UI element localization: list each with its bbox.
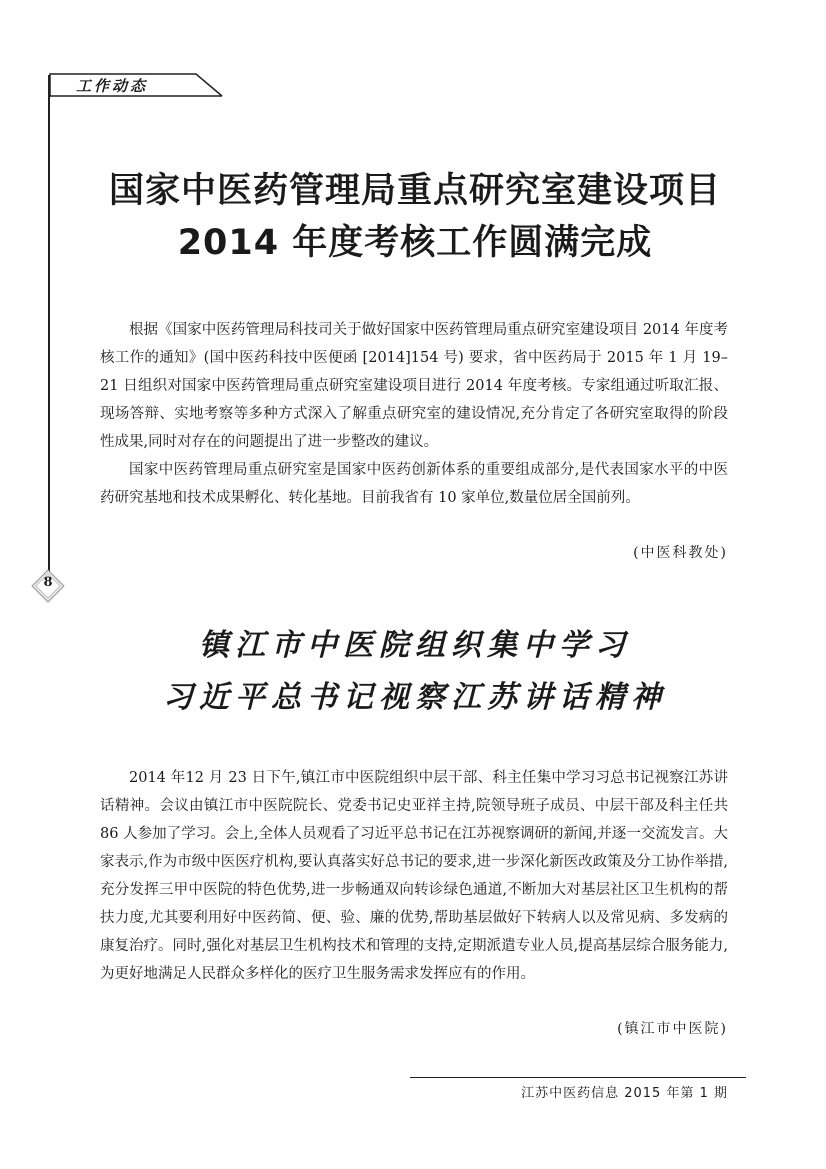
footer-rule: [410, 1077, 746, 1078]
footer-journal-info: 江苏中医药信息 2015 年第 1 期: [521, 1086, 728, 1101]
page-number-badge: [30, 568, 66, 604]
article1-paragraph-1: 根据《国家中医药管理局科技司关于做好国家中医药管理局重点研究室建设项目 2014 年度考核工作的通知》(国中医药科技中医便函 [2014]154 号) 要求，省中医药局于 2015 年 1 月 19–21 日组织对国家中医药管理局重点研究室建设项目进行 2014 年度考核。专家组通过听取汇报、现场答辩、实地考察等多种方式深入了解重点研究室的建设情况,充分肯定了各研究室取得的阶段性成果,同时对存在的问题提出了进一步整改的建议。: [100, 322, 728, 450]
article2-title-line1: 镇江市中医院组织集中学习: [199, 628, 631, 663]
left-margin-rule: [48, 75, 50, 585]
article1-title-line1: 国家中医药管理局重点研究室建设项目: [108, 171, 721, 211]
article1-title-line2: 2014 年度考核工作圆满完成: [177, 223, 653, 263]
section-tab-label: 工作动态: [76, 77, 149, 95]
article2-paragraph-1: 2014 年12 月 23 日下午,镇江市中医院组织中层干部、科主任集中学习习总书记视察江苏讲话精神。会议由镇江市中医院院长、党委书记史亚祥主持,院领导班子成员、中层干部及科主任共 86 人参加了学习。会上,全体人员观看了习近平总书记在江苏视察调研的新闻,并逐一交流发言。大家表示,作为市级中医医疗机构,要认真落实好总书记的要求,进一步深化新医改政策及分工协作举措,充分发挥三甲中医院的特色优势,进一步畅通双向转诊绿色通道,不断加大对基层社区卫生机构的帮扶力度,尤其要利用好中医药简、便、验、廉的优势,帮助基层做好下转病人以及常见病、多发病的康复治疗。同时,强化对基层卫生机构技术和管理的支持,定期派遣专业人员,提高基层综合服务能力,为更好地满足人民群众多样化的医疗卫生服务需求发挥应有的作用。: [100, 770, 728, 982]
article2-title-line2: 习近平总书记视察江苏讲话精神: [163, 680, 667, 715]
article1-paragraph-2: 国家中医药管理局重点研究室是国家中医药创新体系的重要组成部分,是代表国家水平的中医药研究基地和技术成果孵化、转化基地。目前我省有 10 家单位,数量位居全国前列。: [100, 462, 728, 506]
article1-source: (中医科教处): [633, 545, 728, 561]
article2-source: (镇江市中医院): [617, 1021, 728, 1037]
page-number: 8: [43, 575, 53, 590]
